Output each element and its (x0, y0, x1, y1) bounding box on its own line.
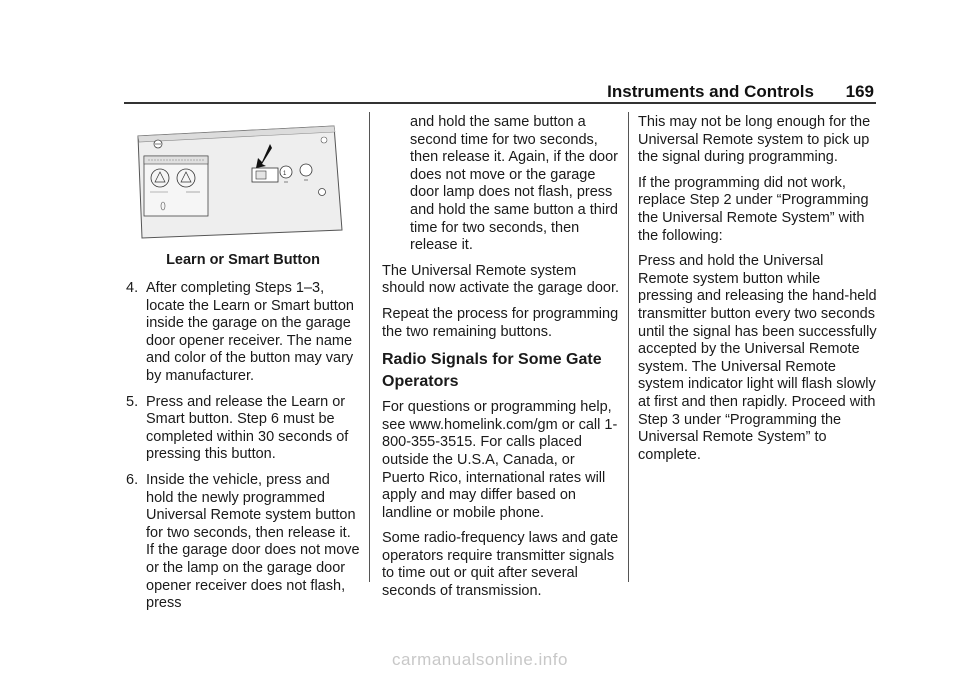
list-item (124, 280, 360, 386)
list-item (124, 394, 360, 464)
right-column (638, 114, 878, 472)
step-number: 4. (126, 280, 139, 296)
list-item (124, 472, 360, 613)
page-number: 169 (845, 82, 874, 101)
section-title: Instruments and Controls (607, 82, 814, 101)
figure-caption: Learn or Smart Button (166, 252, 320, 268)
step-text: After completing Steps 1–3, locate the Learn or Smart button inside the garage on the garage door opener receiver. The name and color of the button may vary by manufacturer. (146, 280, 354, 384)
section-heading: Radio Signals for Some Gate Operators (382, 351, 602, 391)
paragraph: For questions or programming help, see www.homelink.com/gm or call 1-800-355-3515. For calls placed outside the U.S.A, Canada, or Puerto Rico, international rates will apply and may differ based on landline or mobile phone. (382, 399, 618, 521)
paragraph: Some radio-frequency laws and gate operators require transmitter signals to time out or quit after several seconds of transmission. (382, 530, 619, 600)
step-text: Press and release the Learn or Smart button. Step 6 must be completed within 30 seconds of pressing this button. (146, 393, 349, 463)
middle-column (382, 114, 620, 609)
garage-opener-illustration (134, 122, 346, 240)
paragraph: Repeat the process for programming the two remaining buttons. (382, 305, 619, 340)
paragraph: Press and hold the Universal Remote system button while pressing and releasing the hand-held transmitter button every two seconds until the signal has been successfully accepted by the Universal Remote system. The Universal Remote system indicator light will flash slowly at first and then rapidly. Proceed with Step 3 under “Programming the Universal Remote System” to complete. (638, 253, 877, 463)
step-continuation: and hold the same button a second time for two seconds, then release it. Again, if the door does not move or the garage door lamp does not flash, press and hold the same button a third time for two seconds, then release it. (410, 114, 618, 254)
svg-text:1: 1 (283, 171, 287, 177)
step-number: 5. (126, 393, 139, 410)
steps-list (124, 280, 360, 621)
paragraph: If the programming did not work, replace Step 2 under “Programming the Universal Remote System” with the following: (638, 174, 869, 244)
header-rule (124, 102, 876, 104)
column-divider-right (628, 112, 629, 582)
column-divider-left (369, 112, 370, 582)
paragraph: The Universal Remote system should now activate the garage door. (382, 262, 619, 297)
step-text: Inside the vehicle, press and hold the newly programmed Universal Remote system button for two seconds, then release it. If the garage door does not move or the lamp on the garage door opener receiver does not flash, press (146, 471, 360, 612)
step-number: 6. (126, 471, 139, 488)
watermark: carmanualsonline.info (392, 650, 568, 669)
paragraph: This may not be long enough for the Universal Remote system to pick up the signal during programming. (638, 114, 871, 166)
